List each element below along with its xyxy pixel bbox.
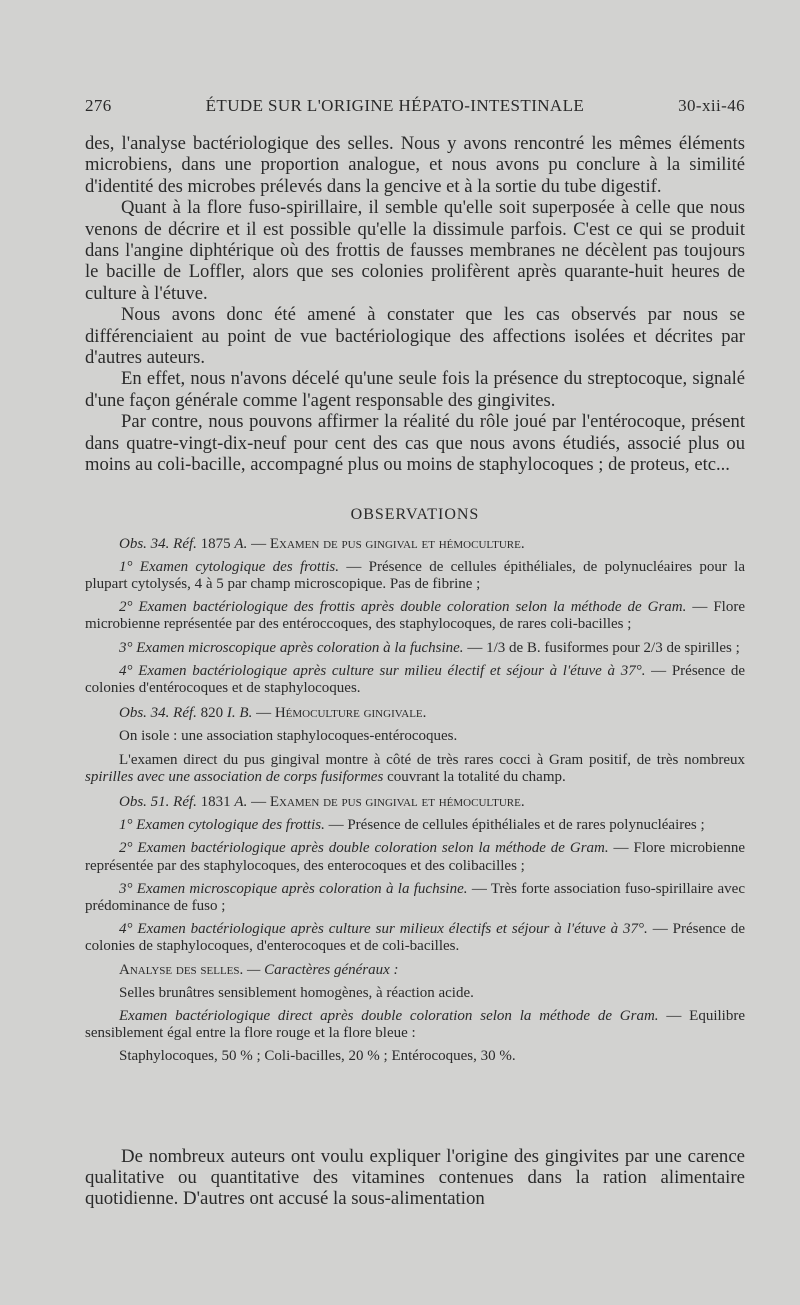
obs-title: — Examen de pus gingival et hémoculture. [251, 793, 525, 810]
obs-item-text: — Présence de colonies d'entérocoques et de staphylocoques. [85, 662, 745, 696]
obs-ref: 820 [200, 705, 224, 722]
closing-text [85, 1147, 745, 1209]
obs-paragraph [85, 752, 745, 786]
observations-heading: OBSERVATIONS [350, 505, 480, 523]
stool-label: Analyse des selles. [119, 961, 244, 978]
obs-item [85, 599, 745, 633]
paragraph-continuation: des, l'analyse bactériologique des selles. Nous y avons rencontré les mêmes éléments microbiens, dans une proportion analogue, et nous avons pu conclure à la similité d'identité des microbes prélevés dans la gencive et à la sortie du tube digestif. [85, 133, 745, 197]
obs-item [85, 559, 745, 593]
obs-item-label: 2° Examen bactériologique après double coloration selon la méthode de Gram. [119, 840, 609, 857]
obs-item-label: 4° Examen bactériologique après culture sur milieux électifs et séjour à l'étuve à 37°. [119, 921, 648, 938]
obs-item-label: 4° Examen bactériologique après culture sur milieu électif et séjour à l'étuve à 37°. [119, 662, 646, 679]
obs-item-text: — Flore microbienne représentée par des staphylocoques, des enterocoques et des colibacilles ; [85, 840, 745, 874]
obs-item-text: — Présence de cellules épithéliales et de rares polynucléaires ; [324, 817, 705, 834]
obs-item [85, 640, 745, 657]
stool-analysis-heading [85, 962, 745, 979]
obs-item [85, 817, 745, 834]
stool-exam-text: — Equilibre sensiblement égal entre la flore rouge et la flore bleue : [85, 1007, 745, 1042]
obs-ref: 1831 [200, 793, 231, 810]
obs-letters: A. [234, 535, 248, 552]
obs-paragraph: On isole : une association staphylocoques-entérocoques. [119, 728, 458, 745]
obs-item [85, 840, 745, 874]
obs-text: L'examen direct du pus gingival montre à côté de très rares cocci à Gram positif, de très nombreux [119, 751, 745, 768]
obs-heading [85, 794, 745, 811]
stool-description: Selles brunâtres sensiblement homogènes, à réaction acide. [119, 984, 474, 1001]
obs-text: couvrant la totalité du champ. [383, 768, 566, 785]
obs-item-label: 2° Examen bactériologique des frottis après double coloration selon la méthode de Gram. [119, 599, 687, 616]
stool-exam-label: Examen bactériologique direct après double coloration selon la méthode de Gram. [119, 1007, 659, 1024]
obs-item-text: — 1/3 de B. fusiformes pour 2/3 de spirilles ; [463, 639, 740, 656]
date-code: 30-xii-46 [678, 96, 745, 115]
obs-item-label: 1° Examen cytologique des frottis. [119, 558, 340, 575]
obs-letters: A. [234, 793, 248, 810]
paragraph-enterococcus: Par contre, nous pouvons affirmer la réalité du rôle joué par l'entérocoque, présent dans quatre-vingt-dix-neuf pour cent des cas que nous avons étudiés, associé plus ou moins au coli-bacille, accompagné plus ou moins de staphylocoques ; de proteus, etc... [85, 411, 745, 476]
obs-item-text: — Présence de cellules épithéliales, de polynucléaires pour la plupart cytolysés, 4 à 5 par champ microscopique. Pas de fibrine ; [85, 558, 745, 592]
main-text [85, 133, 745, 1072]
running-title: ÉTUDE SUR L'ORIGINE HÉPATO-INTESTINALE [205, 96, 585, 115]
obs-heading [85, 536, 745, 553]
paragraph-differentiation: Nous avons donc été amené à constater que les cas observés par nous se différenciaient au point de vue bactériologique des affections isolées et décrites par d'autres auteurs. [85, 304, 745, 369]
obs-italic-text: spirilles avec une association de corps fusiformes [85, 768, 384, 785]
obs-item-label: 3° Examen microscopique après coloration à la fuchsine. [119, 639, 464, 656]
stool-exam [85, 1008, 745, 1042]
obs-label: Obs. 34. Réf. [119, 705, 197, 722]
obs-title: — Hémoculture gingivale. [256, 705, 427, 722]
obs-item-text: — Très forte association fuso-spirillaire avec prédominance de fuso ; [85, 880, 745, 914]
obs-item-text: — Flore microbienne représentée par des entéroccoques, des staphylocoques, de rares coli-bacilles ; [85, 599, 745, 633]
obs-heading [85, 705, 745, 722]
obs-item-label: 1° Examen cytologique des frottis. [119, 817, 325, 834]
paragraph-flora: Quant à la flore fuso-spirillaire, il semble qu'elle soit superposée à celle que nous venons de décrire et il est possible qu'elle la dissimule parfois. C'est ce qui se produit dans l'angine diphtérique où des frottis de fausses membranes ne décèlent pas toujours le bacille de Loffler, alors que ses colonies prolifèrent après quarante-huit heures de culture à l'étuve. [85, 197, 745, 304]
running-header [85, 96, 745, 116]
obs-item [85, 663, 745, 697]
stool-title: — Caractères généraux : [243, 961, 399, 978]
page-number: 276 [85, 96, 112, 115]
obs-item-text: — Présence de colonies de staphylocoques, d'enterocoques et de coli-bacilles. [85, 921, 745, 955]
obs-letters: I. B. [226, 705, 253, 722]
obs-label: Obs. 51. Réf. [119, 793, 197, 810]
obs-item-label: 3° Examen microscopique après coloration à la fuchsine. [119, 880, 468, 897]
paragraph-streptococcus: En effet, nous n'avons décelé qu'une seule fois la présence du streptocoque, signalé d'une façon générale comme l'agent responsable des gingivites. [85, 368, 745, 411]
obs-label: Obs. 34. Réf. [119, 535, 197, 552]
obs-title: — Examen de pus gingival et hémoculture. [251, 535, 525, 552]
obs-item [85, 921, 745, 955]
obs-ref: 1875 [200, 535, 231, 552]
obs-item [85, 881, 745, 915]
stool-counts: Staphylocoques, 50 % ; Coli-bacilles, 20 % ; Entérocoques, 30 %. [119, 1048, 516, 1065]
paragraph-closing: De nombreux auteurs ont voulu expliquer l'origine des gingivites par une carence qualitative ou quantitative des vitamines contenues dans la ration alimentaire quotidienne. D'autres ont accusé la sous-alimentation [85, 1146, 745, 1209]
